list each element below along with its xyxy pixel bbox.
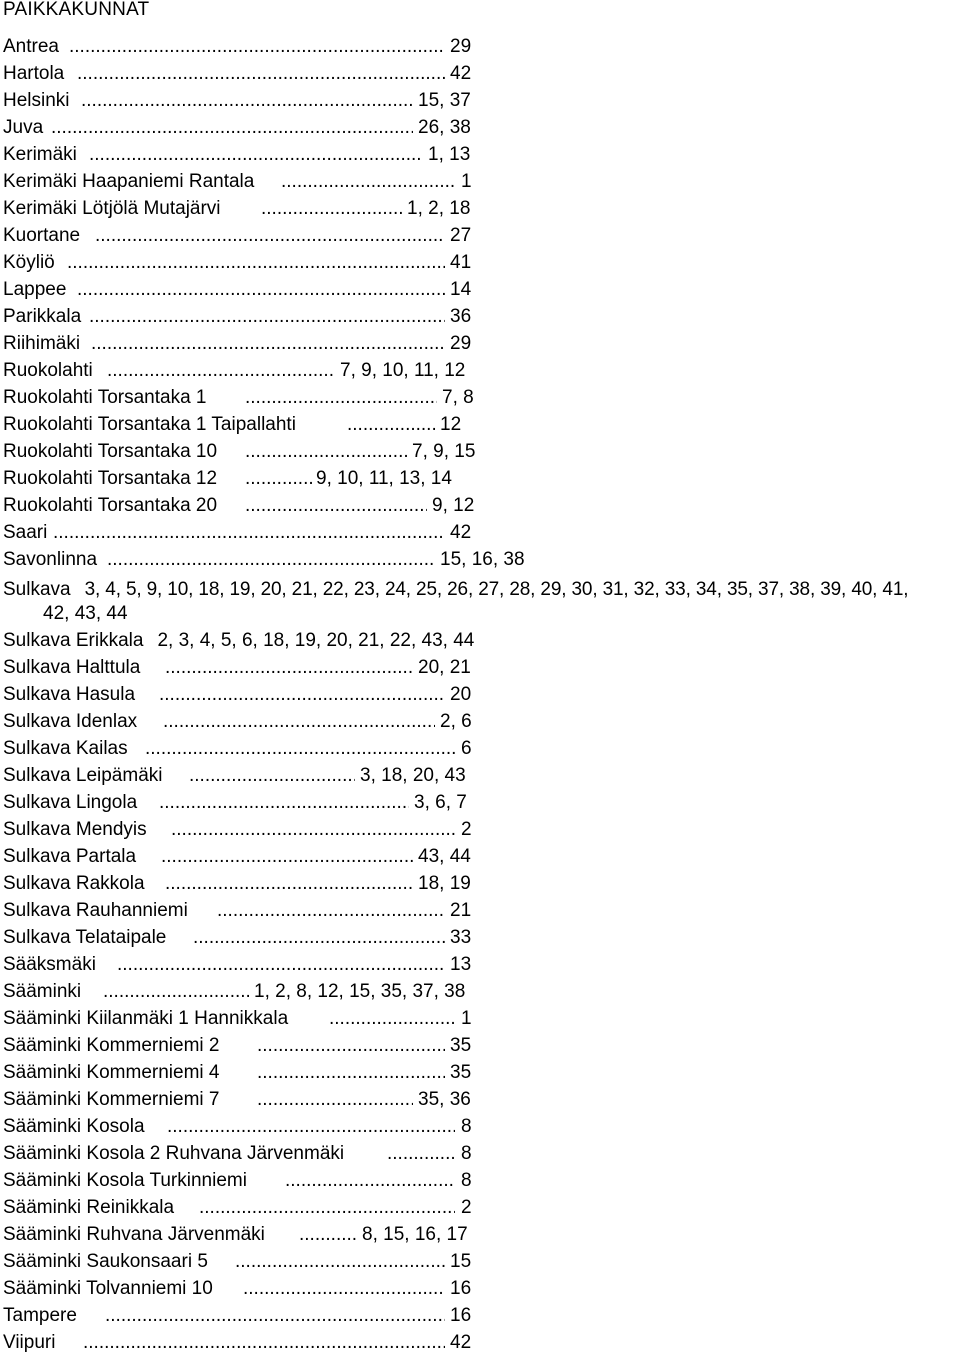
page-numbers: 2, 3, 4, 5, 6, 18, 19, 20, 21, 22, 43, 44: [157, 630, 475, 651]
place-name: Sulkava Erikkala: [3, 630, 144, 651]
page-numbers: 43, 44: [418, 846, 471, 867]
page-numbers: 20: [450, 684, 472, 705]
index-entry: [3, 981, 953, 1008]
place-name: Ruokolahti Torsantaka 1 Taipallahti: [3, 414, 296, 435]
place-name: Riihimäki: [3, 333, 81, 354]
dot-leader: [53, 522, 445, 544]
place-name: Sääminki Kosola: [3, 1116, 145, 1137]
page-numbers: 42: [450, 1332, 472, 1353]
index-entry: [3, 468, 953, 495]
dot-leader: [245, 468, 313, 490]
page-numbers: 36: [450, 306, 472, 327]
page-numbers: 8, 15, 16, 17: [362, 1224, 468, 1245]
index-entry: [3, 1116, 953, 1143]
index-entry: [3, 495, 953, 522]
index-entry: [3, 927, 953, 954]
page-numbers: 26, 38: [418, 117, 471, 138]
index-entry: [3, 144, 953, 171]
place-name: Kerimäki Lötjölä Mutajärvi: [3, 198, 221, 219]
page-numbers: 2: [461, 819, 472, 840]
dot-leader: [117, 954, 445, 976]
page-numbers: 15, 16, 38: [440, 549, 525, 570]
page-numbers: 2: [461, 1197, 472, 1218]
place-name: Sääminki Kommerniemi 2: [3, 1035, 220, 1056]
page-numbers: 35: [450, 1062, 472, 1083]
dot-leader: [329, 1008, 455, 1030]
index-entry: [3, 630, 953, 657]
index-entry: [3, 441, 953, 468]
place-name: Sääminki Kosola Turkinniemi: [3, 1170, 247, 1191]
place-name: Sulkava Lingola: [3, 792, 138, 813]
index-entry: [3, 414, 953, 441]
page-numbers: 15: [450, 1251, 472, 1272]
index-entry: [3, 1170, 953, 1197]
dot-leader: [51, 117, 413, 139]
index-entry: [3, 1251, 953, 1278]
page-numbers: 8: [461, 1116, 472, 1137]
dot-leader: [235, 1251, 445, 1273]
dot-leader: [159, 792, 409, 814]
page-numbers: 33: [450, 927, 472, 948]
page-numbers: 42: [450, 522, 472, 543]
index-entry: [3, 117, 953, 144]
dot-leader: [163, 711, 435, 733]
dot-leader: [165, 873, 413, 895]
page-numbers: 2, 6: [440, 711, 472, 732]
dot-leader: [243, 1278, 445, 1300]
index-entry: [3, 387, 953, 414]
place-name: Sääminki: [3, 981, 82, 1002]
place-name: Helsinki: [3, 90, 70, 111]
index-entry: [3, 1278, 953, 1305]
page-numbers: 6: [461, 738, 472, 759]
place-name: Sääminki Kommerniemi 7: [3, 1089, 220, 1110]
dot-leader: [89, 144, 423, 166]
place-index-list: [3, 36, 953, 1359]
index-entry: [3, 657, 953, 684]
dot-leader: [67, 252, 445, 274]
page-numbers: 16: [450, 1305, 472, 1326]
place-name: Antrea: [3, 36, 59, 57]
page-numbers: 7, 9, 10, 11, 12: [340, 360, 466, 381]
place-name: Sulkava: [3, 579, 71, 600]
place-name: Sääminki Kommerniemi 4: [3, 1062, 220, 1083]
index-entry: [3, 171, 953, 198]
place-name: Ruokolahti Torsantaka 20: [3, 495, 218, 516]
index-entry: [3, 684, 953, 711]
index-entry: [3, 1224, 953, 1251]
dot-leader: [217, 900, 445, 922]
index-entry: [3, 36, 953, 63]
page-numbers: 1, 13: [428, 144, 471, 165]
index-entry: [3, 360, 953, 387]
page-numbers: 35, 36: [418, 1089, 471, 1110]
index-entry: [3, 279, 953, 306]
place-name: Ruokolahti: [3, 360, 93, 381]
page-numbers: 3, 4, 5, 9, 10, 18, 19, 20, 21, 22, 23, 24, 25, 26, 27, 28, 29, 30, 31, 32, 33, 34, 35, 37, 38, 39, 40, 41,: [84, 579, 909, 600]
dot-leader: [159, 684, 445, 706]
page-numbers-continued: 42, 43, 44: [43, 603, 128, 624]
page-numbers: 41: [450, 252, 472, 273]
page-numbers: 12: [440, 414, 462, 435]
place-name: Savonlinna: [3, 549, 98, 570]
place-name: Sulkava Hasula: [3, 684, 136, 705]
page-numbers: 21: [450, 900, 472, 921]
dot-leader: [199, 1197, 455, 1219]
index-entry: [3, 900, 953, 927]
index-entry: [3, 792, 953, 819]
dot-leader: [245, 387, 437, 409]
dot-leader: [245, 441, 407, 463]
index-entry: [3, 63, 953, 90]
page-numbers: 9, 10, 11, 13, 14: [316, 468, 452, 489]
place-name: Sulkava Partala: [3, 846, 137, 867]
place-name: Ruokolahti Torsantaka 12: [3, 468, 218, 489]
dot-leader: [167, 1116, 455, 1138]
dot-leader: [257, 1035, 445, 1057]
index-entry: [3, 306, 953, 333]
place-name: Sääminki Ruhvana Järvenmäki: [3, 1224, 265, 1245]
index-entry: [3, 738, 953, 765]
index-entry: [3, 1305, 953, 1332]
dot-leader: [83, 1332, 445, 1354]
place-name: Sääksmäki: [3, 954, 96, 975]
dot-leader: [77, 63, 445, 85]
index-entry: [3, 522, 953, 549]
page-numbers: 29: [450, 333, 472, 354]
page-numbers: 1, 2, 8, 12, 15, 35, 37, 38: [254, 981, 466, 1002]
index-entry: [3, 1035, 953, 1062]
page-numbers: 29: [450, 36, 472, 57]
index-entry: [3, 1143, 953, 1170]
place-name: Ruokolahti Torsantaka 10: [3, 441, 218, 462]
page-numbers: 8: [461, 1143, 472, 1164]
index-entry: [3, 90, 953, 117]
place-name: Sulkava Kailas: [3, 738, 128, 759]
page-numbers: 42: [450, 63, 472, 84]
dot-leader: [193, 927, 445, 949]
page-title: PAIKKAKUNNAT: [3, 0, 150, 20]
index-entry: [3, 252, 953, 279]
page-numbers: 3, 18, 20, 43: [360, 765, 466, 786]
place-name: Ruokolahti Torsantaka 1: [3, 387, 207, 408]
index-entry: [3, 873, 953, 900]
dot-leader: [95, 225, 445, 247]
place-name: Sulkava Rakkola: [3, 873, 145, 894]
place-name: Sääminki Saukonsaari 5: [3, 1251, 208, 1272]
place-name: Sulkava Halttula: [3, 657, 141, 678]
place-name: Sulkava Rauhanniemi: [3, 900, 188, 921]
dot-leader: [89, 306, 445, 328]
place-name: Sääminki Reinikkala: [3, 1197, 175, 1218]
dot-leader: [347, 414, 435, 436]
index-entry: [3, 819, 953, 846]
index-entry: [3, 1062, 953, 1089]
page-numbers: 8: [461, 1170, 472, 1191]
dot-leader: [105, 1305, 445, 1327]
index-entry: [3, 333, 953, 360]
dot-leader: [189, 765, 355, 787]
page-numbers: 14: [450, 279, 472, 300]
dot-leader: [261, 198, 403, 220]
dot-leader: [171, 819, 455, 841]
index-entry: [3, 549, 953, 576]
dot-leader: [77, 279, 445, 301]
index-entry: [3, 576, 953, 630]
place-name: Köyliö: [3, 252, 55, 273]
dot-leader: [285, 1170, 455, 1192]
index-entry: [3, 954, 953, 981]
index-entry: [3, 1197, 953, 1224]
dot-leader: [387, 1143, 455, 1165]
index-entry: [3, 1332, 953, 1359]
place-name: Sääminki Kosola 2 Ruhvana Järvenmäki: [3, 1143, 345, 1164]
index-entry: [3, 846, 953, 873]
place-name: Sulkava Idenlax: [3, 711, 138, 732]
page-numbers: 9, 12: [432, 495, 475, 516]
place-name: Sulkava Leipämäki: [3, 765, 163, 786]
page-numbers: 7, 8: [442, 387, 474, 408]
page-numbers: 7, 9, 15: [412, 441, 476, 462]
index-entry: [3, 198, 953, 225]
place-name: Tampere: [3, 1305, 77, 1326]
place-name: Sääminki Tolvanniemi 10: [3, 1278, 213, 1299]
index-entry: [3, 765, 953, 792]
index-entry: [3, 711, 953, 738]
page-numbers: 1: [461, 171, 472, 192]
page-numbers: 27: [450, 225, 472, 246]
place-name: Kerimäki Haapaniemi Rantala: [3, 171, 255, 192]
index-entry: [3, 225, 953, 252]
index-entry: [3, 1089, 953, 1116]
page-numbers: 16: [450, 1278, 472, 1299]
place-name: Kerimäki: [3, 144, 77, 165]
place-name: Hartola: [3, 63, 65, 84]
dot-leader: [161, 846, 413, 868]
page-numbers: 13: [450, 954, 472, 975]
dot-leader: [69, 36, 445, 58]
dot-leader: [299, 1224, 357, 1246]
dot-leader: [281, 171, 455, 193]
dot-leader: [257, 1062, 445, 1084]
place-name: Kuortane: [3, 225, 81, 246]
dot-leader: [91, 333, 445, 355]
place-name: Lappee: [3, 279, 67, 300]
dot-leader: [245, 495, 427, 517]
page-numbers: 15, 37: [418, 90, 471, 111]
place-name: Viipuri: [3, 1332, 56, 1353]
place-name: Sääminki Kiilanmäki 1 Hannikkala: [3, 1008, 289, 1029]
page-numbers: 20, 21: [418, 657, 471, 678]
dot-leader: [145, 738, 455, 760]
dot-leader: [81, 90, 413, 112]
place-name: Sulkava Mendyis: [3, 819, 147, 840]
page-numbers: 35: [450, 1035, 472, 1056]
place-name: Juva: [3, 117, 44, 138]
dot-leader: [257, 1089, 413, 1111]
page-numbers: 1, 2, 18: [407, 198, 471, 219]
place-name: Saari: [3, 522, 48, 543]
dot-leader: [165, 657, 413, 679]
dot-leader: [107, 360, 335, 382]
page-numbers: 1: [461, 1008, 472, 1029]
page-numbers: 3, 6, 7: [414, 792, 467, 813]
page-numbers: 18, 19: [418, 873, 471, 894]
place-name: Parikkala: [3, 306, 82, 327]
dot-leader: [107, 549, 435, 571]
dot-leader: [103, 981, 249, 1003]
index-entry: [3, 1008, 953, 1035]
place-name: Sulkava Telataipale: [3, 927, 167, 948]
